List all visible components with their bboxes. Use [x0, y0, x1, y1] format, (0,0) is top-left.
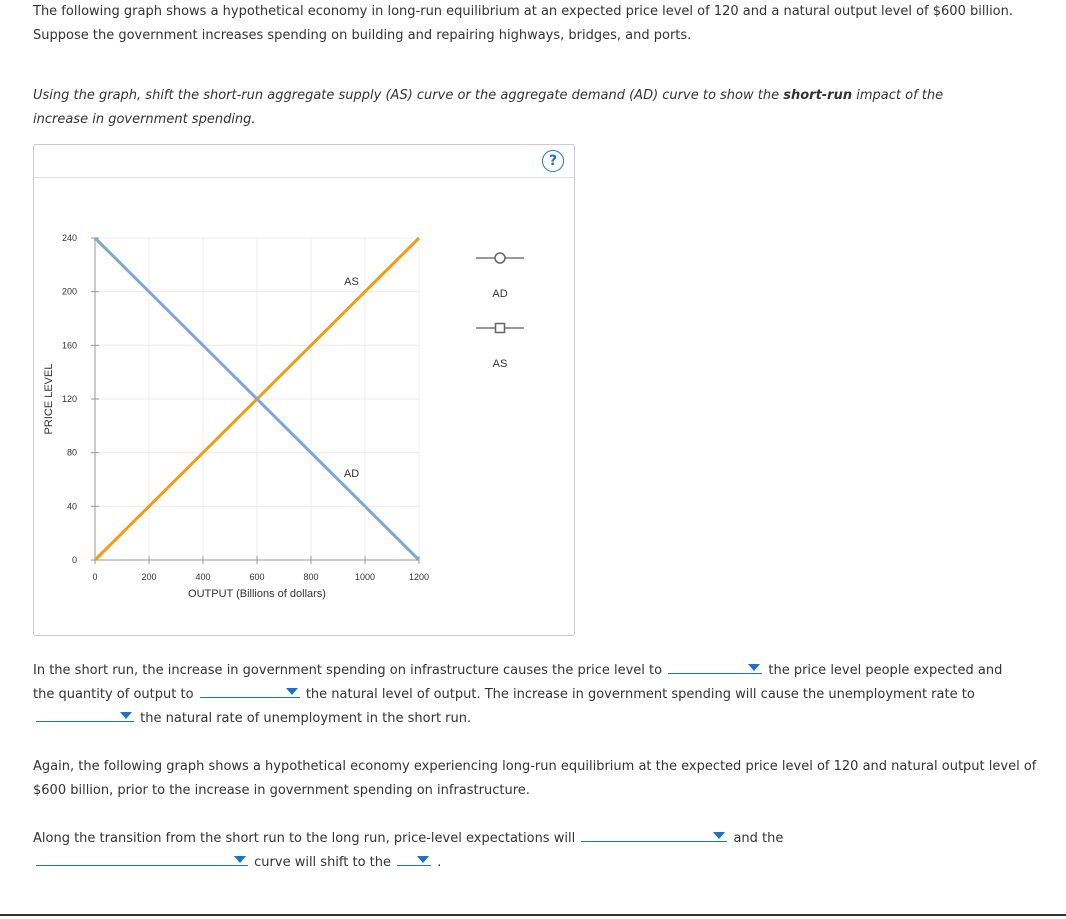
- legend-label-as: AS: [492, 358, 508, 370]
- intro-text: [33, 0, 1033, 48]
- q3-text-2: and the: [733, 831, 784, 846]
- chevron-down-icon: [286, 688, 298, 695]
- q1-text-2: the price level people expected and: [768, 663, 1003, 678]
- chevron-down-icon: [120, 712, 132, 719]
- y-tick-label: 120: [61, 394, 77, 404]
- chevron-down-icon: [234, 856, 246, 863]
- as-curve-label: AS: [344, 275, 359, 288]
- curve-dropdown[interactable]: [36, 851, 248, 866]
- x-tick-label: 400: [195, 572, 211, 582]
- intro-line-1: The following graph shows a hypothetical economy in long-run equilibrium at an expected price level of 120 and a natural output level of $600 billion.: [33, 4, 1014, 19]
- y-tick-label: 0: [71, 555, 77, 565]
- graph-panel: [33, 144, 575, 636]
- y-tick-label: 200: [61, 286, 77, 297]
- legend-circle-marker: [495, 253, 505, 263]
- q3-text-4: .: [437, 855, 442, 870]
- y-tick-label: 40: [66, 501, 77, 512]
- graph-svg[interactable]: [34, 145, 574, 635]
- chevron-down-icon: [713, 832, 725, 839]
- x-tick-label: 600: [249, 572, 265, 582]
- y-axis-title: PRICE LEVEL: [43, 363, 55, 435]
- bottom-divider: [0, 914, 1066, 916]
- y-tick-label: 160: [61, 340, 77, 351]
- instruction-part-2: impact of the increase in government spending.: [33, 88, 944, 127]
- price-level-dropdown[interactable]: [668, 659, 762, 674]
- x-axis-title: OUTPUT (Billions of dollars): [188, 588, 326, 600]
- instruction-text: [33, 84, 993, 132]
- q1-text-1: In the short run, the increase in government spending on infrastructure causes the price level to: [33, 663, 663, 678]
- q1-text-5: the natural rate of unemployment in the short run.: [140, 711, 472, 726]
- q3-text-1: Along the transition from the short run to the long run, price-level expectations will: [33, 831, 576, 846]
- q3-text-3: curve will shift to the: [254, 855, 392, 870]
- chevron-down-icon: [748, 664, 760, 671]
- expectations-dropdown[interactable]: [581, 827, 727, 842]
- question-1: [33, 659, 1043, 731]
- x-tick-label: 0: [92, 572, 98, 582]
- output-dropdown[interactable]: [200, 683, 300, 698]
- ad-curve-label: AD: [343, 467, 360, 480]
- unemployment-dropdown[interactable]: [36, 707, 134, 722]
- x-tick-label: 200: [141, 572, 157, 582]
- q1-text-3: the quantity of output to: [33, 687, 194, 702]
- x-tick-label: 800: [303, 572, 319, 582]
- y-tick-label: 80: [66, 447, 77, 458]
- y-tick-label: 240: [61, 233, 77, 243]
- legend-square-marker: [496, 324, 505, 333]
- intro-line-2: Suppose the government increases spending on building and repairing highways, bridges, and ports.: [33, 28, 692, 43]
- x-tick-label: 1200: [408, 572, 430, 582]
- direction-dropdown[interactable]: [397, 851, 431, 866]
- x-tick-label: 1000: [354, 572, 376, 582]
- question-2-text: Again, the following graph shows a hypothetical economy experiencing long-run equilibrium at the expected price level of 120 and natural output level of $600 billion, prior to the increase in government spending on infrastructure.: [33, 759, 1037, 798]
- legend-label-ad: AD: [492, 288, 508, 300]
- chevron-down-icon: [417, 856, 429, 863]
- instruction-bold: short-run: [783, 88, 853, 103]
- help-button[interactable]: ?: [542, 150, 564, 172]
- q1-text-4: the natural level of output. The increase in government spending will cause the unemployment rate to: [305, 687, 975, 702]
- question-3: [33, 827, 1043, 875]
- instruction-part-1: Using the graph, shift the short-run aggregate supply (AS) curve or the aggregate demand (AD) curve to show the: [33, 88, 784, 103]
